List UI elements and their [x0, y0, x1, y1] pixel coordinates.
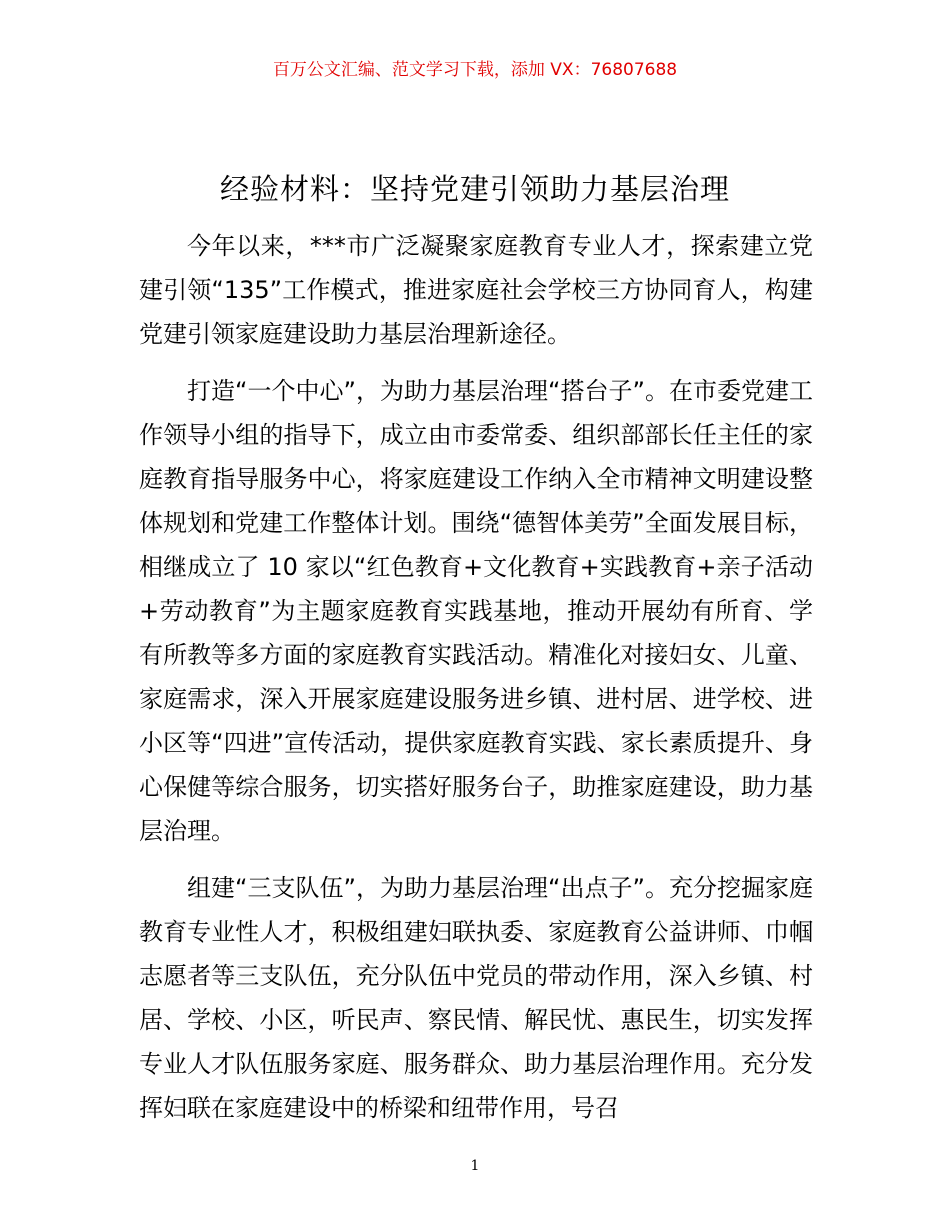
- paragraph-intro: 今年以来，***市广泛凝聚家庭教育专业人才，探索建立党建引领“135”工作模式，推进家庭社会学校三方协同育人，构建党建引领家庭建设助力基层治理新途径。: [139, 232, 813, 348]
- document-title: 经验材料：坚持党建引领助力基层治理: [219, 172, 730, 206]
- paragraph-three-teams: 组建“三支队伍”，为助力基层治理“出点子”。充分挖掘家庭教育专业性人才，积极组建妇联执委、家庭教育公益讲师、巾帼志愿者等三支队伍，充分队伍中党员的带动作用，深入乡镇、村居、学校、小区，听民声、察民情、解民忧、惠民生，切实发挥专业人才队伍服务家庭、服务群众、助力基层治理作用。充分发挥妇联在家庭建设中的桥梁和纽带作用，号召: [139, 874, 813, 1122]
- document-body: [139, 224, 813, 1143]
- header-banner: 百万公文汇编、范文学习下载，添加 VX：76807688: [272, 60, 678, 80]
- page-number: 1: [470, 1158, 480, 1174]
- paragraph-one-center: 打造“一个中心”，为助力基层治理“搭台子”。在市委党建工作领导小组的指导下，成立由市委常委、组织部部长任主任的家庭教育指导服务中心，将家庭建设工作纳入全市精神文明建设整体规划和党建工作整体计划。围绕“德智体美劳”全面发展目标，相继成立了 10 家以“红色教育+文化教育+实践教育+亲子活动+劳动教育”为主题家庭教育实践基地，推动开展幼有所育、学有所教等多方面的家庭教育实践活动。精准化对接妇女、儿童、家庭需求，深入开展家庭建设服务进乡镇、进村居、进学校、进小区等“四进”宣传活动，提供家庭教育实践、家长素质提升、身心保健等综合服务，切实搭好服务台子，助推家庭建设，助力基层治理。: [139, 377, 813, 845]
